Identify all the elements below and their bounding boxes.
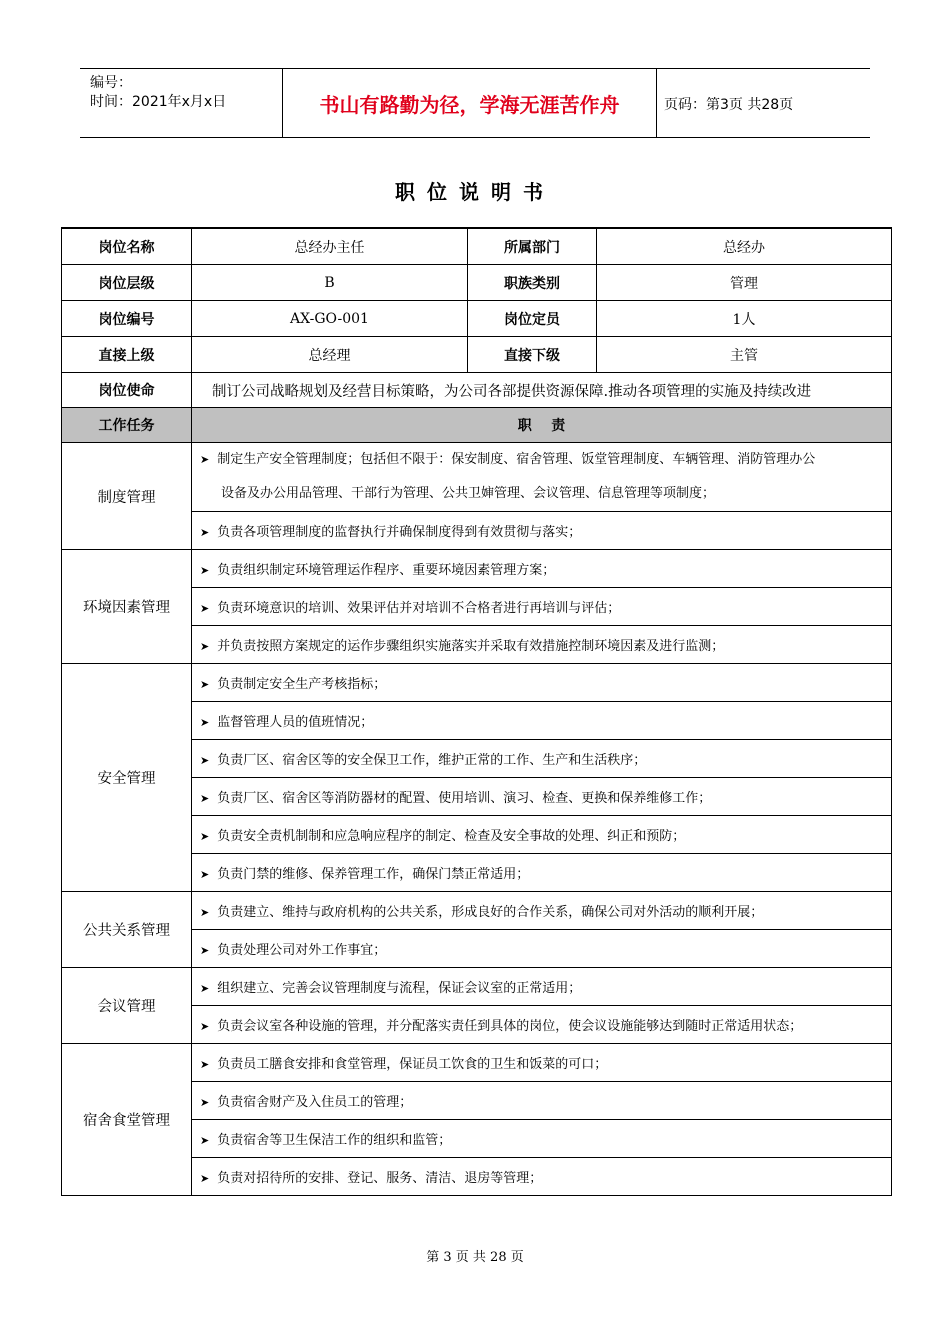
arrow-bullet-icon: ➤	[200, 602, 210, 615]
mission-label: 岗位使命	[62, 373, 192, 408]
duty-text: 制定生产安全管理制度；包括但不限于：保安制度、宿舍管理、饭堂管理制度、车辆管理、消防管理办公	[217, 452, 816, 467]
field-label: 岗位定员	[468, 301, 597, 337]
arrow-bullet-icon: ➤	[200, 906, 210, 919]
duty-text: 监督管理人员的值班情况；	[217, 715, 374, 730]
duty-row	[62, 892, 892, 930]
field-value: 总经办主任	[192, 228, 468, 265]
duty-item	[192, 512, 892, 550]
duty-text: 并负责按照方案规定的运作步骤组织实施落实并采取有效措施控制环境因素及进行监测；	[217, 639, 725, 654]
table-body	[62, 228, 892, 1196]
header-meta	[80, 69, 282, 137]
duty-text: 负责组织制定环境管理运作程序、重要环境因素管理方案；	[217, 563, 556, 578]
task-category: 公共关系管理	[62, 892, 192, 968]
task-category: 环境因素管理	[62, 550, 192, 664]
page-header	[80, 68, 870, 138]
mission-row	[62, 373, 892, 408]
duty-item	[192, 930, 892, 968]
duty-item	[192, 702, 892, 740]
motto-cell	[282, 69, 657, 137]
field-label: 职族类别	[468, 265, 597, 301]
arrow-bullet-icon: ➤	[200, 1058, 210, 1071]
duty-text: 负责对招待所的安排、登记、服务、清洁、退房等管理；	[217, 1171, 543, 1186]
duty-item	[192, 968, 892, 1006]
info-row	[62, 228, 892, 265]
arrow-bullet-icon: ➤	[200, 678, 210, 691]
duty-item	[192, 1158, 892, 1196]
job-description-table	[61, 227, 892, 1196]
duty-column-header: 职 责	[192, 408, 892, 443]
arrow-bullet-icon: ➤	[200, 944, 210, 957]
arrow-bullet-icon: ➤	[200, 982, 210, 995]
field-value: 1人	[597, 301, 892, 337]
duty-text: 负责环境意识的培训、效果评估并对培训不合格者进行再培训与评估；	[217, 601, 621, 616]
duty-row	[62, 1044, 892, 1082]
duty-text: 负责处理公司对外工作事宜；	[217, 943, 387, 958]
duty-item	[192, 892, 892, 930]
duty-row	[62, 664, 892, 702]
field-value: 总经理	[192, 337, 468, 373]
duty-text-continued: 设备及办公用品管理、干部行为管理、公共卫婶管理、会议管理、信息管理等项制度；	[221, 486, 716, 501]
duty-text: 负责各项管理制度的监督执行并确保制度得到有效贯彻与落实；	[217, 525, 582, 540]
task-category: 安全管理	[62, 664, 192, 892]
duty-item	[192, 1082, 892, 1120]
task-column-header: 工作任务	[62, 408, 192, 443]
arrow-bullet-icon: ➤	[200, 453, 210, 466]
table-header-row	[62, 408, 892, 443]
field-label: 直接下级	[468, 337, 597, 373]
arrow-bullet-icon: ➤	[200, 716, 210, 729]
duty-item	[192, 626, 892, 664]
page-footer: 第 3 页 共 28 页	[426, 1250, 524, 1265]
duty-text: 负责员工膳食安排和食堂管理，保证员工饮食的卫生和饭菜的可口；	[217, 1057, 608, 1072]
arrow-bullet-icon: ➤	[200, 792, 210, 805]
duty-text: 负责建立、维持与政府机构的公共关系，形成良好的合作关系，确保公司对外活动的顺利开展；	[217, 905, 764, 920]
arrow-bullet-icon: ➤	[200, 1172, 210, 1185]
arrow-bullet-icon: ➤	[200, 640, 210, 653]
field-label: 所属部门	[468, 228, 597, 265]
field-value: 管理	[597, 265, 892, 301]
task-category: 会议管理	[62, 968, 192, 1044]
info-row	[62, 337, 892, 373]
duty-item	[192, 588, 892, 626]
duty-item	[192, 778, 892, 816]
field-label: 岗位编号	[62, 301, 192, 337]
duty-text: 负责厂区、宿舍区等的安全保卫工作，维护正常的工作、生产和生活秩序；	[217, 753, 647, 768]
duty-item	[192, 1044, 892, 1082]
duty-item	[192, 550, 892, 588]
task-category: 宿舍食堂管理	[62, 1044, 192, 1196]
task-category: 制度管理	[62, 443, 192, 550]
arrow-bullet-icon: ➤	[200, 564, 210, 577]
duty-item	[192, 1120, 892, 1158]
field-label: 岗位名称	[62, 228, 192, 265]
arrow-bullet-icon: ➤	[200, 1020, 210, 1033]
arrow-bullet-icon: ➤	[200, 754, 210, 767]
arrow-bullet-icon: ➤	[200, 830, 210, 843]
time-label: 时间：2021年x月x日	[90, 94, 227, 110]
duty-text: 组织建立、完善会议管理制度与流程，保证会议室的正常适用；	[217, 981, 582, 996]
duty-text: 负责宿舍等卫生保洁工作的组织和监管；	[217, 1133, 452, 1148]
info-row	[62, 301, 892, 337]
field-value: 总经办	[597, 228, 892, 265]
arrow-bullet-icon: ➤	[200, 868, 210, 881]
field-value: AX-GO-001	[192, 301, 468, 337]
mission-text: 制订公司战略规划及经营目标策略，为公司各部提供资源保障.推动各项管理的实施及持续改进	[192, 373, 892, 408]
duty-text: 负责宿舍财产及入住员工的管理；	[217, 1095, 413, 1110]
page-number-label: 页码：第3页 共28页	[664, 97, 794, 113]
duty-row	[62, 443, 892, 512]
duty-item	[192, 740, 892, 778]
duty-item	[192, 664, 892, 702]
arrow-bullet-icon: ➤	[200, 1134, 210, 1147]
duty-row	[62, 968, 892, 1006]
motto-text: 书山有路勤为径，学海无涯苦作舟	[319, 92, 620, 117]
duty-item	[192, 1006, 892, 1044]
field-label: 岗位层级	[62, 265, 192, 301]
duty-text: 负责门禁的维修、保养管理工作，确保门禁正常适用；	[217, 867, 530, 882]
number-label: 编号：	[90, 75, 132, 91]
duty-item	[192, 816, 892, 854]
duty-text: 负责厂区、宿舍区等消防器材的配置、使用培训、演习、检查、更换和保养维修工作；	[217, 791, 712, 806]
field-value: B	[192, 265, 468, 301]
field-label: 直接上级	[62, 337, 192, 373]
duty-row	[62, 550, 892, 588]
field-value: 主管	[597, 337, 892, 373]
duty-item	[192, 854, 892, 892]
duty-text: 负责会议室各种设施的管理，并分配落实责任到具体的岗位，使会议设施能够达到随时正常适用状态；	[217, 1019, 803, 1034]
arrow-bullet-icon: ➤	[200, 526, 210, 539]
info-row	[62, 265, 892, 301]
duty-text: 负责安全责机制制和应急响应程序的制定、检查及安全事故的处理、纠正和预防；	[217, 829, 686, 844]
arrow-bullet-icon: ➤	[200, 1096, 210, 1109]
duty-item	[192, 443, 892, 512]
duty-text: 负责制定安全生产考核指标；	[217, 677, 387, 692]
document-title: 职位说明书	[395, 180, 555, 204]
